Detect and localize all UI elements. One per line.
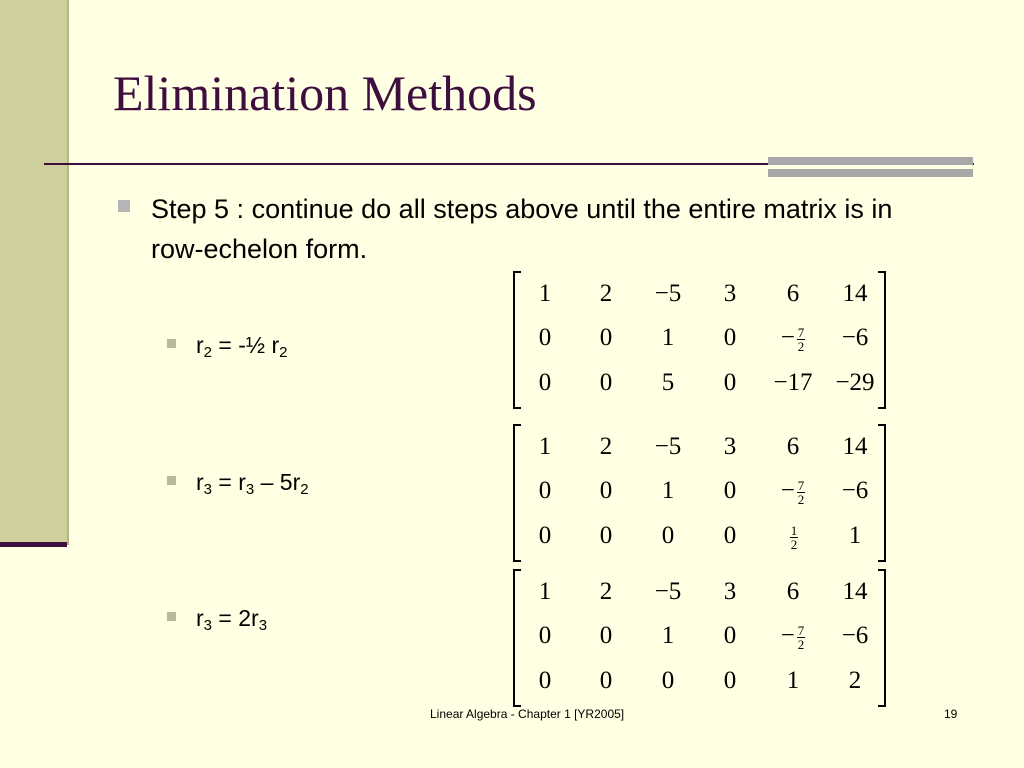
matrix-cell: 2: [848, 667, 862, 694]
matrix-step-3: [513, 569, 886, 707]
fraction-numerator: 7: [797, 324, 805, 340]
matrix-cell: 6: [786, 280, 800, 307]
matrix-cell: −6: [841, 477, 869, 504]
matrix-cell: 3: [723, 280, 737, 307]
fraction: [790, 524, 799, 551]
matrix-cell: 14: [842, 578, 868, 605]
matrix-cell: 0: [723, 369, 737, 396]
fraction-denominator: 2: [790, 536, 798, 552]
matrix-cell: 0: [723, 522, 737, 549]
fraction-sign: −: [780, 324, 795, 351]
matrix-cell: 1: [661, 477, 675, 504]
step-rule-2: [196, 468, 309, 496]
slide-title: Elimination Methods: [113, 65, 537, 121]
main-bullet-text: Step 5 : continue do all steps above until the entire matrix is in row-echelon form.: [151, 194, 893, 264]
step-subscript: 3: [245, 481, 255, 498]
matrix-cell: −29: [835, 369, 875, 396]
step-subscript: 3: [258, 617, 268, 634]
matrix-cell: [763, 521, 823, 551]
matrix-cell: 0: [538, 477, 552, 504]
matrix-cell: 0: [599, 622, 613, 649]
matrix-cell: 2: [599, 433, 613, 460]
matrix-cell: 1: [661, 324, 675, 351]
matrix-cell: 1: [538, 578, 552, 605]
matrix-cell: −6: [841, 622, 869, 649]
matrix-cell: 2: [599, 578, 613, 605]
matrix-cell: 0: [723, 622, 737, 649]
step-rule-3: [196, 604, 267, 632]
matrix-cell: 1: [538, 433, 552, 460]
matrix-cell: [763, 476, 823, 506]
footer-text: Linear Algebra - Chapter 1 [YR2005]: [430, 707, 625, 721]
matrix-cell: −17: [773, 369, 813, 396]
matrix-cell: 0: [538, 324, 552, 351]
step-text: – 5r: [254, 469, 301, 495]
matrix-cell: 6: [786, 578, 800, 605]
matrix-cell: 2: [599, 280, 613, 307]
step-text: r: [196, 332, 204, 358]
matrix-cell: 0: [599, 477, 613, 504]
matrix-cell: 14: [842, 433, 868, 460]
matrix-cell: 3: [723, 433, 737, 460]
title-accent-bar-bottom: [768, 169, 973, 177]
matrix-cell: 0: [723, 477, 737, 504]
matrix-cell: 0: [599, 522, 613, 549]
fraction: [797, 624, 806, 651]
left-band-edge: [67, 0, 69, 545]
matrix-cell: 0: [538, 369, 552, 396]
step-text: = r: [212, 469, 246, 495]
step-subscript: 2: [300, 481, 309, 498]
fraction: [797, 479, 806, 506]
title-accent-bar-top: [768, 157, 973, 165]
fraction-numerator: 7: [797, 622, 805, 638]
step-subscript: 3: [203, 481, 213, 498]
matrix-cell: 1: [661, 622, 675, 649]
step-subscript: 3: [203, 617, 213, 634]
step-bullet-icon: [167, 612, 176, 621]
step-text: = -½ r: [212, 332, 280, 358]
matrix-step-2: [513, 424, 886, 562]
fraction-sign: −: [780, 477, 795, 504]
matrix-cell: 0: [538, 667, 552, 694]
matrix-cell: 0: [723, 324, 737, 351]
fraction: [797, 326, 806, 353]
matrix-cell: 0: [538, 522, 552, 549]
matrix-cell: 6: [786, 433, 800, 460]
left-band-accent-line: [0, 542, 67, 547]
step-subscript: 2: [203, 344, 213, 361]
matrix-cell: [763, 323, 823, 353]
step-text: r: [196, 469, 204, 495]
matrix-cell: −5: [654, 433, 682, 460]
step-text: r: [196, 605, 204, 631]
main-bullet-icon: [118, 200, 130, 212]
matrix-cell: 0: [661, 667, 675, 694]
fraction-sign: −: [780, 622, 795, 649]
matrix-cell: 3: [723, 578, 737, 605]
fraction-denominator: 2: [797, 491, 805, 507]
fraction-numerator: 1: [790, 522, 798, 538]
matrix-cell: 1: [786, 667, 800, 694]
step-subscript: 2: [279, 344, 288, 361]
step-rule-1: [196, 331, 287, 359]
fraction-numerator: 7: [797, 477, 805, 493]
matrix-step-1: [513, 271, 886, 409]
fraction-denominator: 2: [797, 338, 805, 354]
matrix-cell: 0: [661, 522, 675, 549]
matrix-cell: 0: [599, 667, 613, 694]
step-bullet-icon: [167, 476, 176, 485]
matrix-cell: 1: [848, 522, 862, 549]
matrix-cell: 5: [661, 369, 675, 396]
left-decor-band: [0, 0, 67, 545]
matrix-cell: −6: [841, 324, 869, 351]
matrix-cell: 0: [599, 324, 613, 351]
fraction-denominator: 2: [797, 636, 805, 652]
matrix-cell: [763, 621, 823, 651]
matrix-cell: 14: [842, 280, 868, 307]
matrix-cell: 0: [723, 667, 737, 694]
matrix-cell: −5: [654, 578, 682, 605]
step-text: = 2r: [212, 605, 259, 631]
matrix-cell: 0: [538, 622, 552, 649]
matrix-cell: −5: [654, 280, 682, 307]
step-bullet-icon: [167, 339, 176, 348]
page-number: 19: [944, 707, 958, 721]
matrix-cell: 1: [538, 280, 552, 307]
matrix-cell: 0: [599, 369, 613, 396]
